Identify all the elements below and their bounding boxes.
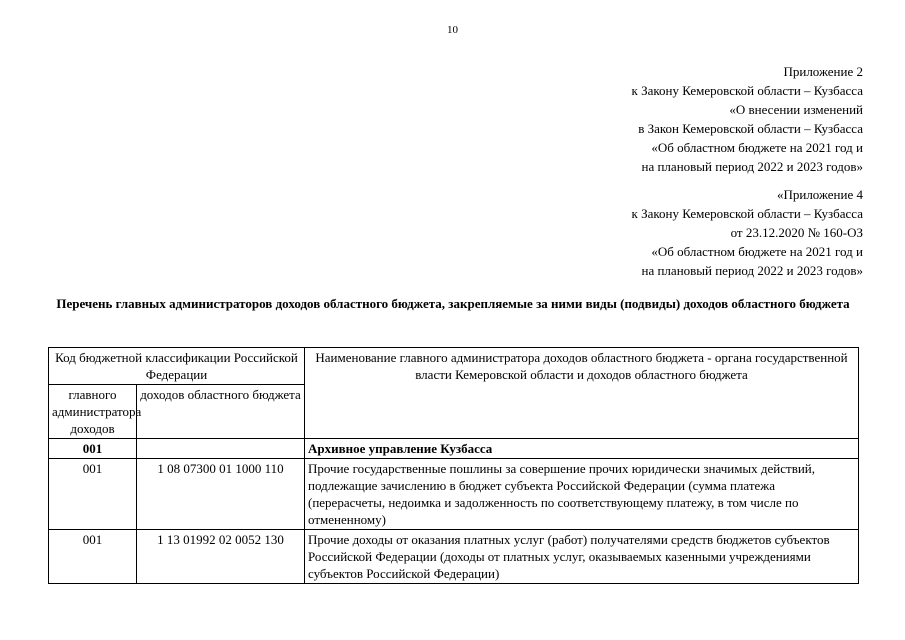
row-admin-code: 001 xyxy=(49,439,137,459)
appendix-4-block xyxy=(632,185,864,280)
header-name: Наименование главного администратора доходов областного бюджета - органа государственной власти Кемеровской области и доходов областного бюджета xyxy=(305,348,859,439)
appendix-2-line: «О внесении изменений xyxy=(729,102,863,117)
document-title: Перечень главных администраторов доходов областного бюджета, закрепляемые за ними виды (подвиды) доходов областного бюджета xyxy=(56,296,850,311)
appendix-2-line: Приложение 2 xyxy=(783,64,863,79)
table-row xyxy=(49,439,859,459)
row-name: Архивное управление Кузбасса xyxy=(305,439,859,459)
row-name: Прочие доходы от оказания платных услуг (работ) получателями средств бюджетов субъектов Российской Федерации (доходы от платных услуг, оказываемых казенными учреждениями субъектов Российской Федерации) xyxy=(305,530,859,584)
appendix-4-line: от 23.12.2020 № 160-ОЗ xyxy=(730,225,863,240)
table-row xyxy=(49,459,859,530)
administrators-table xyxy=(48,347,859,584)
header-income-code: доходов областного бюджета xyxy=(137,385,305,439)
page-number: 10 xyxy=(447,24,458,36)
row-admin-code: 001 xyxy=(49,530,137,584)
appendix-2-line: «Об областном бюджете на 2021 год и xyxy=(651,140,863,155)
table-header-row xyxy=(49,348,859,385)
row-income-code xyxy=(137,439,305,459)
appendix-2-line: к Закону Кемеровской области – Кузбасса xyxy=(631,83,863,98)
appendix-4-line: к Закону Кемеровской области – Кузбасса xyxy=(631,206,863,221)
header-code-group: Код бюджетной классификации Российской Федерации xyxy=(49,348,305,385)
appendix-4-line: «Приложение 4 xyxy=(776,187,863,202)
row-admin-code: 001 xyxy=(49,459,137,530)
appendix-2-block xyxy=(632,62,864,176)
header-admin-code: главного администратора доходов xyxy=(49,385,137,439)
row-income-code: 1 13 01992 02 0052 130 xyxy=(137,530,305,584)
appendix-2-line: на плановый период 2022 и 2023 годов» xyxy=(641,159,863,174)
row-income-code: 1 08 07300 01 1000 110 xyxy=(137,459,305,530)
table-row xyxy=(49,530,859,584)
appendix-4-line: на плановый период 2022 и 2023 годов» xyxy=(641,263,863,278)
appendix-4-line: «Об областном бюджете на 2021 год и xyxy=(651,244,863,259)
row-name: Прочие государственные пошлины за совершение прочих юридически значимых действий, подлежащие зачислению в бюджет субъекта Российской Федерации (сумма платежа (перерасчеты, недоимка и задолженность по соответствующему платежу, в том числе по отмененному) xyxy=(305,459,859,530)
appendix-2-line: в Закон Кемеровской области – Кузбасса xyxy=(638,121,863,136)
